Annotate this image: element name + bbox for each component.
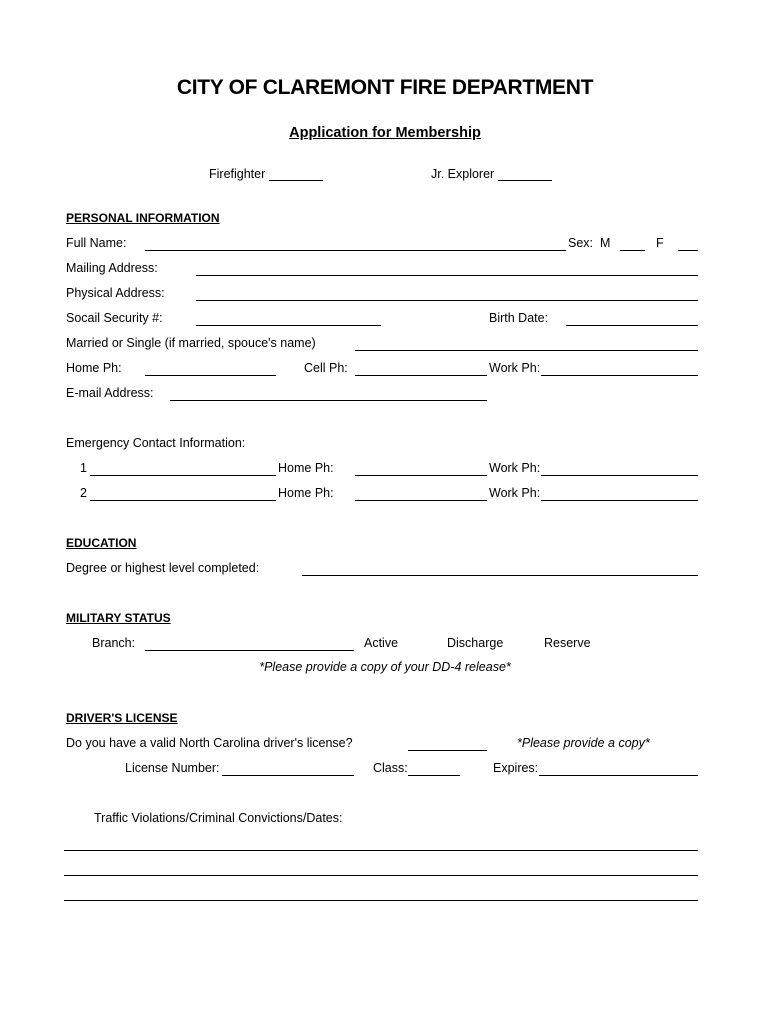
sex-label: Sex:	[568, 236, 594, 250]
branch-field[interactable]	[145, 650, 354, 651]
cell-phone-label: Cell Ph:	[304, 361, 348, 375]
sex-f-label: F	[656, 236, 664, 250]
branch-label: Branch:	[92, 636, 136, 650]
emergency-home-phone-label: Home Ph:	[278, 486, 334, 500]
reserve-option[interactable]: Reserve	[544, 636, 591, 650]
birth-date-label: Birth Date:	[489, 311, 549, 325]
discharge-option[interactable]: Discharge	[447, 636, 504, 650]
jr-explorer-label: Jr. Explorer	[431, 167, 495, 181]
violations-line[interactable]	[64, 900, 698, 901]
birth-date-field[interactable]	[566, 325, 698, 326]
work-phone-label: Work Ph:	[489, 361, 541, 375]
degree-field[interactable]	[302, 575, 698, 576]
full-name-label: Full Name:	[66, 236, 127, 250]
mailing-address-label: Mailing Address:	[66, 261, 158, 275]
jr-explorer-field[interactable]	[498, 180, 552, 181]
license-class-field[interactable]	[408, 775, 460, 776]
ssn-label: Socail Security #:	[66, 311, 163, 325]
license-copy-note: *Please provide a copy*	[517, 736, 650, 750]
sex-m-label: M	[600, 236, 611, 250]
physical-address-field[interactable]	[196, 300, 698, 301]
emergency-home-phone-label: Home Ph:	[278, 461, 334, 475]
firefighter-label: Firefighter	[209, 167, 266, 181]
license-question-label: Do you have a valid North Carolina driver's license?	[66, 736, 353, 750]
emergency-work-phone-field[interactable]	[541, 500, 698, 501]
emergency-work-phone-field[interactable]	[541, 475, 698, 476]
license-expires-label: Expires:	[493, 761, 539, 775]
home-phone-label: Home Ph:	[66, 361, 122, 375]
emergency-contact-number: 2	[80, 486, 87, 500]
emergency-work-phone-label: Work Ph:	[489, 486, 541, 500]
firefighter-field[interactable]	[269, 180, 323, 181]
email-label: E-mail Address:	[66, 386, 154, 400]
dd4-release-note: *Please provide a copy of your DD-4 release*	[259, 660, 511, 674]
sex-m-field[interactable]	[620, 250, 645, 251]
spouse-name-field[interactable]	[355, 350, 698, 351]
license-number-field[interactable]	[222, 775, 354, 776]
drivers-license-heading: DRIVER'S LICENSE	[66, 711, 178, 725]
active-option[interactable]: Active	[364, 636, 399, 650]
license-number-label: License Number:	[125, 761, 220, 775]
emergency-work-phone-label: Work Ph:	[489, 461, 541, 475]
emergency-contact-number: 1	[80, 461, 87, 475]
emergency-home-phone-field[interactable]	[355, 475, 487, 476]
degree-label: Degree or highest level completed:	[66, 561, 260, 575]
license-expires-field[interactable]	[539, 775, 698, 776]
page-title: CITY OF CLAREMONT FIRE DEPARTMENT	[176, 76, 594, 99]
education-heading: EDUCATION	[66, 536, 137, 550]
emergency-contact-name-field[interactable]	[90, 500, 276, 501]
violations-line[interactable]	[64, 850, 698, 851]
violations-label: Traffic Violations/Criminal Convictions/Dates:	[94, 811, 343, 825]
email-field[interactable]	[170, 400, 487, 401]
license-class-label: Class:	[373, 761, 408, 775]
work-phone-field[interactable]	[541, 375, 698, 376]
military-status-heading: MILITARY STATUS	[66, 611, 171, 625]
form-subtitle: Application for Membership	[289, 125, 481, 141]
physical-address-label: Physical Address:	[66, 286, 165, 300]
license-answer-field[interactable]	[408, 750, 487, 751]
personal-information-heading: PERSONAL INFORMATION	[66, 211, 220, 225]
violations-line[interactable]	[64, 875, 698, 876]
home-phone-field[interactable]	[145, 375, 276, 376]
sex-f-field[interactable]	[678, 250, 698, 251]
marital-status-label: Married or Single (if married, spouce's name)	[66, 336, 316, 350]
ssn-field[interactable]	[196, 325, 381, 326]
cell-phone-field[interactable]	[355, 375, 487, 376]
full-name-field[interactable]	[145, 250, 566, 251]
mailing-address-field[interactable]	[196, 275, 698, 276]
emergency-contact-name-field[interactable]	[90, 475, 276, 476]
emergency-home-phone-field[interactable]	[355, 500, 487, 501]
emergency-contact-heading: Emergency Contact Information:	[66, 436, 246, 450]
